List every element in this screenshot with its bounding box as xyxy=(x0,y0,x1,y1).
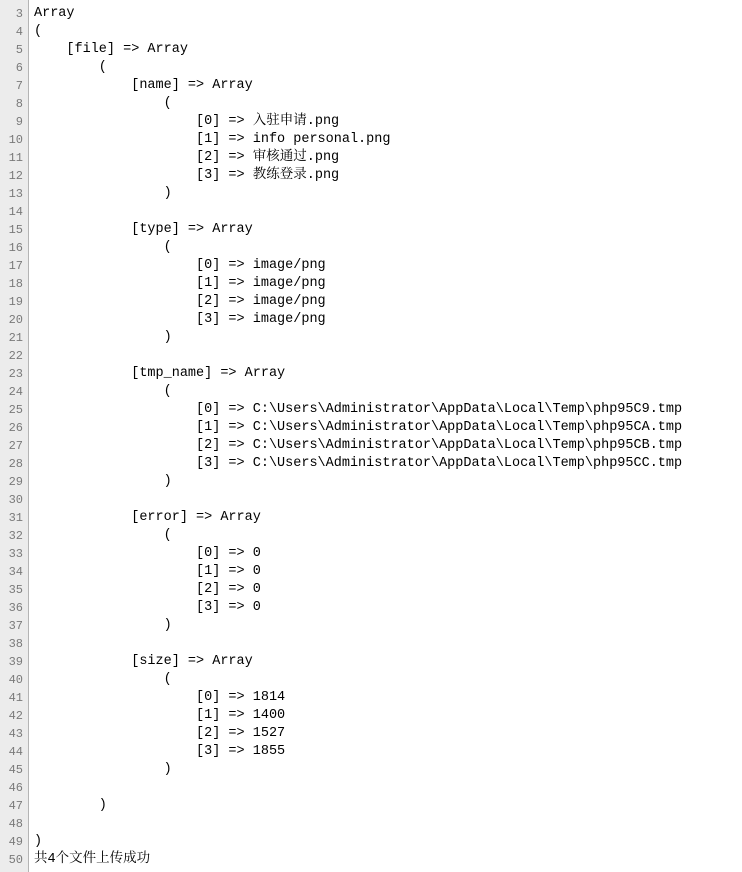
line-text: [2] => 审核通过.png xyxy=(34,150,340,165)
code-line[interactable] xyxy=(0,149,742,167)
line-number: 40 xyxy=(8,673,23,687)
line-text: ) xyxy=(34,186,172,201)
line-number: 6 xyxy=(15,61,23,75)
line-number: 7 xyxy=(15,79,23,93)
code-line[interactable] xyxy=(0,527,742,545)
line-text: [error] => Array xyxy=(34,510,261,525)
code-line[interactable] xyxy=(0,275,742,293)
line-text: [3] => C:\Users\Administrator\AppData\Local\Temp\php95CC.tmp xyxy=(34,456,683,471)
line-number: 36 xyxy=(8,601,23,615)
code-line[interactable] xyxy=(0,347,742,365)
code-area[interactable] xyxy=(0,5,742,869)
code-line[interactable] xyxy=(0,707,742,725)
line-number: 23 xyxy=(8,367,23,381)
code-line[interactable] xyxy=(0,203,742,221)
line-text: ) xyxy=(34,834,43,849)
line-text: [2] => C:\Users\Administrator\AppData\Local\Temp\php95CB.tmp xyxy=(34,438,683,453)
line-number: 35 xyxy=(8,583,23,597)
line-text: [1] => C:\Users\Administrator\AppData\Local\Temp\php95CA.tmp xyxy=(34,420,683,435)
line-number: 49 xyxy=(8,835,23,849)
code-line[interactable] xyxy=(0,419,742,437)
line-text: ( xyxy=(34,384,172,399)
code-line[interactable] xyxy=(0,671,742,689)
code-line[interactable] xyxy=(0,401,742,419)
line-text: ( xyxy=(34,60,107,75)
line-number: 20 xyxy=(8,313,23,327)
line-number: 50 xyxy=(8,853,23,867)
code-line[interactable] xyxy=(0,239,742,257)
code-line[interactable] xyxy=(0,599,742,617)
line-text: [1] => 0 xyxy=(34,564,261,579)
line-text: [name] => Array xyxy=(34,78,253,93)
code-line[interactable] xyxy=(0,329,742,347)
line-number: 15 xyxy=(8,223,23,237)
line-text: 共4个文件上传成功 xyxy=(34,852,151,867)
line-text: [1] => 1400 xyxy=(34,708,286,723)
code-line[interactable] xyxy=(0,311,742,329)
code-line[interactable] xyxy=(0,689,742,707)
code-line[interactable] xyxy=(0,509,742,527)
line-text: [3] => 教练登录.png xyxy=(34,168,340,183)
code-line[interactable] xyxy=(0,167,742,185)
code-line[interactable] xyxy=(0,833,742,851)
code-line[interactable] xyxy=(0,5,742,23)
line-number: 5 xyxy=(15,43,23,57)
line-text: ) xyxy=(34,762,172,777)
line-text: [size] => Array xyxy=(34,654,253,669)
line-text: [3] => 1855 xyxy=(34,744,286,759)
line-number: 16 xyxy=(8,241,23,255)
code-line[interactable] xyxy=(0,77,742,95)
line-number: 32 xyxy=(8,529,23,543)
code-line[interactable] xyxy=(0,617,742,635)
code-line[interactable] xyxy=(0,473,742,491)
line-number: 19 xyxy=(8,295,23,309)
line-text: [1] => info personal.png xyxy=(34,132,391,147)
code-line[interactable] xyxy=(0,851,742,869)
line-number: 8 xyxy=(15,97,23,111)
code-line[interactable] xyxy=(0,815,742,833)
line-text: [type] => Array xyxy=(34,222,253,237)
line-number: 34 xyxy=(8,565,23,579)
code-line[interactable] xyxy=(0,743,742,761)
code-line[interactable] xyxy=(0,581,742,599)
code-line[interactable] xyxy=(0,797,742,815)
code-line[interactable] xyxy=(0,653,742,671)
line-number: 18 xyxy=(8,277,23,291)
line-text: [0] => C:\Users\Administrator\AppData\Local\Temp\php95C9.tmp xyxy=(34,402,683,417)
line-number: 39 xyxy=(8,655,23,669)
line-number: 47 xyxy=(8,799,23,813)
line-number: 3 xyxy=(15,7,23,21)
code-line[interactable] xyxy=(0,113,742,131)
code-line[interactable] xyxy=(0,59,742,77)
line-number: 29 xyxy=(8,475,23,489)
line-number: 33 xyxy=(8,547,23,561)
line-number: 14 xyxy=(8,205,23,219)
code-line[interactable] xyxy=(0,185,742,203)
line-text: [2] => 0 xyxy=(34,582,261,597)
line-text: [3] => 0 xyxy=(34,600,261,615)
line-text: [tmp_name] => Array xyxy=(34,366,286,381)
line-text: ( xyxy=(34,672,172,687)
line-number: 12 xyxy=(8,169,23,183)
line-number: 31 xyxy=(8,511,23,525)
code-line[interactable] xyxy=(0,23,742,41)
code-line[interactable] xyxy=(0,725,742,743)
line-text: [2] => image/png xyxy=(34,294,326,309)
line-number: 17 xyxy=(8,259,23,273)
line-text: ) xyxy=(34,618,172,633)
line-text: ( xyxy=(34,96,172,111)
code-line[interactable] xyxy=(0,257,742,275)
line-number: 27 xyxy=(8,439,23,453)
code-line[interactable] xyxy=(0,491,742,509)
code-line[interactable] xyxy=(0,41,742,59)
line-number: 13 xyxy=(8,187,23,201)
code-line[interactable] xyxy=(0,455,742,473)
line-text: [0] => image/png xyxy=(34,258,326,273)
line-text: [3] => image/png xyxy=(34,312,326,327)
line-number: 28 xyxy=(8,457,23,471)
line-number: 11 xyxy=(8,151,23,165)
code-line[interactable] xyxy=(0,365,742,383)
line-text: ( xyxy=(34,528,172,543)
code-line[interactable] xyxy=(0,131,742,149)
line-number: 26 xyxy=(8,421,23,435)
line-number: 30 xyxy=(8,493,23,507)
line-number: 9 xyxy=(15,115,23,129)
code-line[interactable] xyxy=(0,635,742,653)
code-line[interactable] xyxy=(0,545,742,563)
line-number: 44 xyxy=(8,745,23,759)
line-number: 4 xyxy=(15,25,23,39)
line-text: Array xyxy=(34,6,75,21)
line-number: 41 xyxy=(8,691,23,705)
line-number: 37 xyxy=(8,619,23,633)
line-number: 43 xyxy=(8,727,23,741)
line-text: [2] => 1527 xyxy=(34,726,286,741)
line-number: 21 xyxy=(8,331,23,345)
line-text: [file] => Array xyxy=(34,42,188,57)
line-text: [0] => 0 xyxy=(34,546,261,561)
line-number: 48 xyxy=(8,817,23,831)
code-line[interactable] xyxy=(0,437,742,455)
code-line[interactable] xyxy=(0,383,742,401)
line-text: ) xyxy=(34,330,172,345)
line-text: [1] => image/png xyxy=(34,276,326,291)
line-number: 38 xyxy=(8,637,23,651)
line-text: [0] => 入驻申请.png xyxy=(34,114,340,129)
line-text: ) xyxy=(34,474,172,489)
line-text: [0] => 1814 xyxy=(34,690,286,705)
line-number: 42 xyxy=(8,709,23,723)
line-text: ( xyxy=(34,24,43,39)
code-line[interactable] xyxy=(0,293,742,311)
line-number: 24 xyxy=(8,385,23,399)
line-number: 45 xyxy=(8,763,23,777)
code-line[interactable] xyxy=(0,779,742,797)
code-line[interactable] xyxy=(0,563,742,581)
line-number: 46 xyxy=(8,781,23,795)
code-line[interactable] xyxy=(0,95,742,113)
line-number: 25 xyxy=(8,403,23,417)
code-line[interactable] xyxy=(0,761,742,779)
line-number: 10 xyxy=(8,133,23,147)
line-number: 22 xyxy=(8,349,23,363)
line-text: ( xyxy=(34,240,172,255)
code-line[interactable] xyxy=(0,221,742,239)
line-text: ) xyxy=(34,798,107,813)
